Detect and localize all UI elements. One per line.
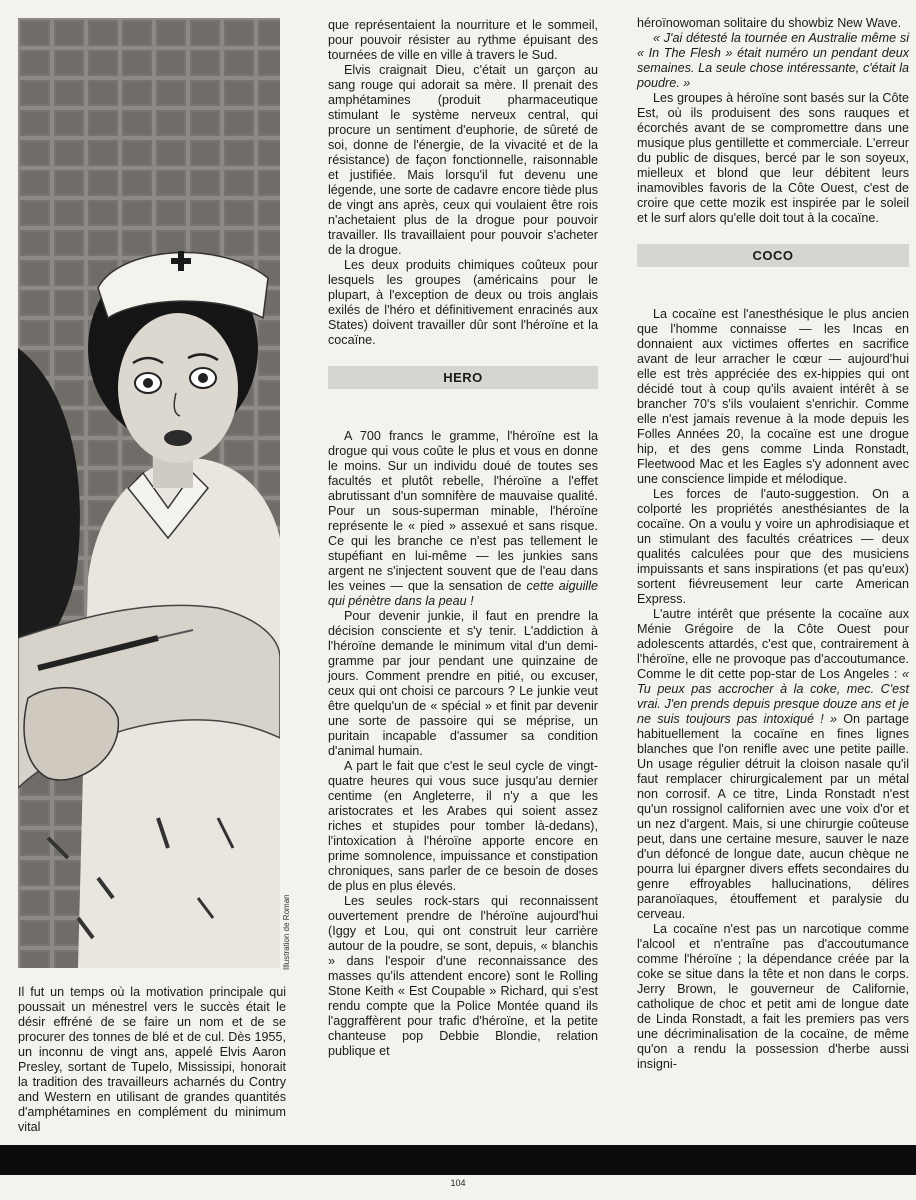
section-heading-coco: COCO: [637, 244, 909, 267]
paragraph-text: L'autre intérêt que présente la cocaïne aux Ménie Grégoire de la Côte Ouest pour adolescents attardés, c'est que, contrairement à l'héroïne, elle ne provoque pas d'accoutumance. Comme le dit cette pop-star de Los Angeles :: [637, 607, 909, 681]
paragraph: Les deux produits chimiques coûteux pour lesquels les groupes (américains pour le plupart, à l'exception de deux ou trois anglais exilés de l'héro et définitivement enracinés aux States) doivent travailler dûr sont l'héroïne et la cocaïne.: [328, 258, 598, 347]
pull-quote: « J'ai détesté la tournée en Australie même si « In The Flesh » était numéro un pendant deux semaines. La seule chose intéressante, c'était la poudre. »: [637, 31, 909, 90]
paragraph: [328, 429, 598, 609]
paragraph: Les forces de l'auto-suggestion. On a colporté les propriétés anesthésiantes de la cocaïne. On a voulu y voire un aphrodisiaque et un stimulant des facultés créatrices — deux qualités calculées pour que des musiciens impuissants et sans inspirations (et pas qu'eux) sortent fiévreusement leur carte American Express.: [637, 487, 909, 606]
paragraph: Elvis craignait Dieu, c'était un garçon au sang rouge qui adorait sa mère. Il prenait des amphétamines (produit pharmaceutique stimulant le système nerveux central, qui procure un sentiment d'euphorie, de sûreté de soi, donne de l'énergie, de la vivacité et de la résistance) de façon fonctionnelle, raisonnable et justifiée. Mais lorsqu'il fut devenu une légende, une sorte de cadavre encore tiède plus de vingt ans après, ceux qui voulaient être rois n'achetaient plus de la drogue pour pouvoir travailler. Ils travaillaient pour pouvoir s'acheter de la drogue.: [328, 63, 598, 257]
column-2: [328, 18, 598, 1059]
paragraph-text: A 700 francs le gramme, l'héroïne est la drogue qui vous coûte le plus et vous en donne le moins. Sur un individu doué de toutes ses facultés et plutôt rebelle, l'héroïne a l'effet abrutissant d'un somnifère de mauvaise qualité. Pour un sous-superman minable, l'héroïne représente le « pied » assexué et sans risque. Ce qui les branche ce n'est pas tellement le stupéfiant en lui-même — les junkies sans argent ne s'injectent souvent que de l'eau dans les veines — que la sensation de: [328, 429, 598, 593]
footer-bar: [0, 1145, 916, 1175]
nurse-illustration-drawing: [18, 18, 280, 968]
column-1: [18, 985, 286, 1135]
paragraph: héroïnowoman solitaire du showbiz New Wave.: [637, 16, 902, 30]
page-number: 104: [450, 1178, 466, 1188]
paragraph: La cocaïne est l'anesthésique le plus ancien que l'homme connaisse — les Incas en donnaient aux victimes offertes en sacrifice avant de leur arracher le cœur — aujourd'hui elle est très appréciée des ex-hippies qui ont décidé tout à coup qu'ils avaient intérêt à se brancher 70's s'ils voulaient s'enrichir. Comme elle n'est jamais revenue à la mode depuis les Folles Années 20, la cocaïne est une drogue hip, et des gens comme Linda Ronstadt, Fleetwood Mac et les Eagles s'y adonnent avec une conscience limpide et mélodique.: [637, 307, 909, 486]
paragraph: Pour devenir junkie, il faut en prendre la décision consciente et s'y tenir. L'addiction à l'héroïne demande le minimum vital d'un demi-gramme par jour pendant une quinzaine de jours. Comment prendre en pitié, ou excuser, ceux qui ont choisi ce parcours ? Le junkie veut être quelqu'un de « spécial » et finit par devenir une sorte de passoire qui se méprise, un puritain incapable d'assumer sa condition d'animal humain.: [328, 609, 598, 758]
paragraph: Les seules rock-stars qui reconnaissent ouvertement prendre de l'héroïne aujourd'hui (Iggy et Lou, qui ont construit leur carrière autour de la poudre, se sont, depuis, « blanchis » dans l'espoir d'une reconnaissance des masses qu'ils attendent encore) sont le Rolling Stone Keith « Est Coupable » Richard, qui s'est rendu compte que la Police Montée quand ils l'aggraffèrent pour trafic d'héroïne, et la petite chanteuse pop Debbie Blondie, relation publique et: [328, 894, 598, 1058]
paragraph: que représentaient la nourriture et le sommeil, pour pouvoir résister au rythme épuisant des tournées de ville en ville à travers le Sud.: [328, 18, 598, 62]
column-3: [637, 16, 909, 1072]
paragraph-text: On partage habituellement la cocaïne en fines lignes blanches que l'on renifle avec une petite paille. Un usage régulier détruit la cloison nasale qu'il faut remplacer chirurgicalement par un métal non corrosif. A ce titre, Linda Ronstadt n'est qu'un rossignol californien avec une voix d'or et un nez d'argent. Mais, si une chirurgie coûteuse peut, dans une certaine mesure, sauver le naze d'un défoncé de longue date, aucun chèque ne pourra lui épargner divers effets secondaires du genre effroyables hallucinations, délires paranoïaques, étouffement et paralysie du cerveau.: [637, 712, 909, 921]
italic-quote: « Tu peux pas accrocher à la coke, mec. C'est vrai. J'en prends depuis presque douze ans et je ne suis toujours pas intoxiqué ! »: [637, 667, 909, 726]
section-heading-hero: HERO: [328, 366, 598, 389]
paragraph: A part le fait que c'est le seul cycle de vingt-quatre heures qui vous suce jusqu'au dernier centime (en Angleterre, il n'y a que les aristocrates et les Arabes qui soient assez riches et stupides pour tomber là-dedans), l'intoxication à l'héroïne apporte encore en prime somnolence, impuissance et constipation chroniques, sans parler de ce besoin de doses de plus en plus élevés.: [328, 759, 598, 893]
paragraph: [637, 607, 909, 922]
italic-phrase: cette aiguille qui pénètre dans la peau !: [328, 579, 598, 608]
illustration-credit: Illustration de Roman: [282, 894, 291, 970]
paragraph: La cocaïne n'est pas un narcotique comme l'alcool et n'entraîne pas d'accoutumance comme l'héroïne ; la dépendance créée par la coke se situe dans la tête et non dans le corps. Jerry Brown, le gouverneur de Californie, catholique de choc et petit ami de longue date de Linda Ronstadt, a fait les premiers pas vers une décriminalisation de la cocaïne, de même qu'on a rendu la possession d'herbe aussi insigni-: [637, 922, 909, 1071]
paragraph: Il fut un temps où la motivation principale qui poussait un ménestrel vers le succès était le désir effréné de se faire un nom et de se procurer des tonnes de blé et de cul. Dès 1955, un inconnu de vingt ans, appelé Elvis Aaron Presley, sortant de Tupelo, Mississipi, honorait la tradition des travailleurs acharnés du Contry and Western en utilisant de grandes quantités d'amphétamines en complément du minimum vital: [18, 985, 286, 1134]
paragraph: Les groupes à héroïne sont basés sur la Côte Est, où ils produisent des sons rauques et écorchés avant de se compromettre dans une musique plus gentillette et commerciale. L'erreur du public de disques, bercé par le son soyeux, mielleux et blond que leur débitent leurs inamovibles favoris de la Côte Ouest, c'est de croire que cette mozik est inspirée par le soleil et le surf alors qu'elle doit tout à la cocaïne.: [637, 91, 909, 225]
nurse-illustration: [18, 18, 280, 968]
